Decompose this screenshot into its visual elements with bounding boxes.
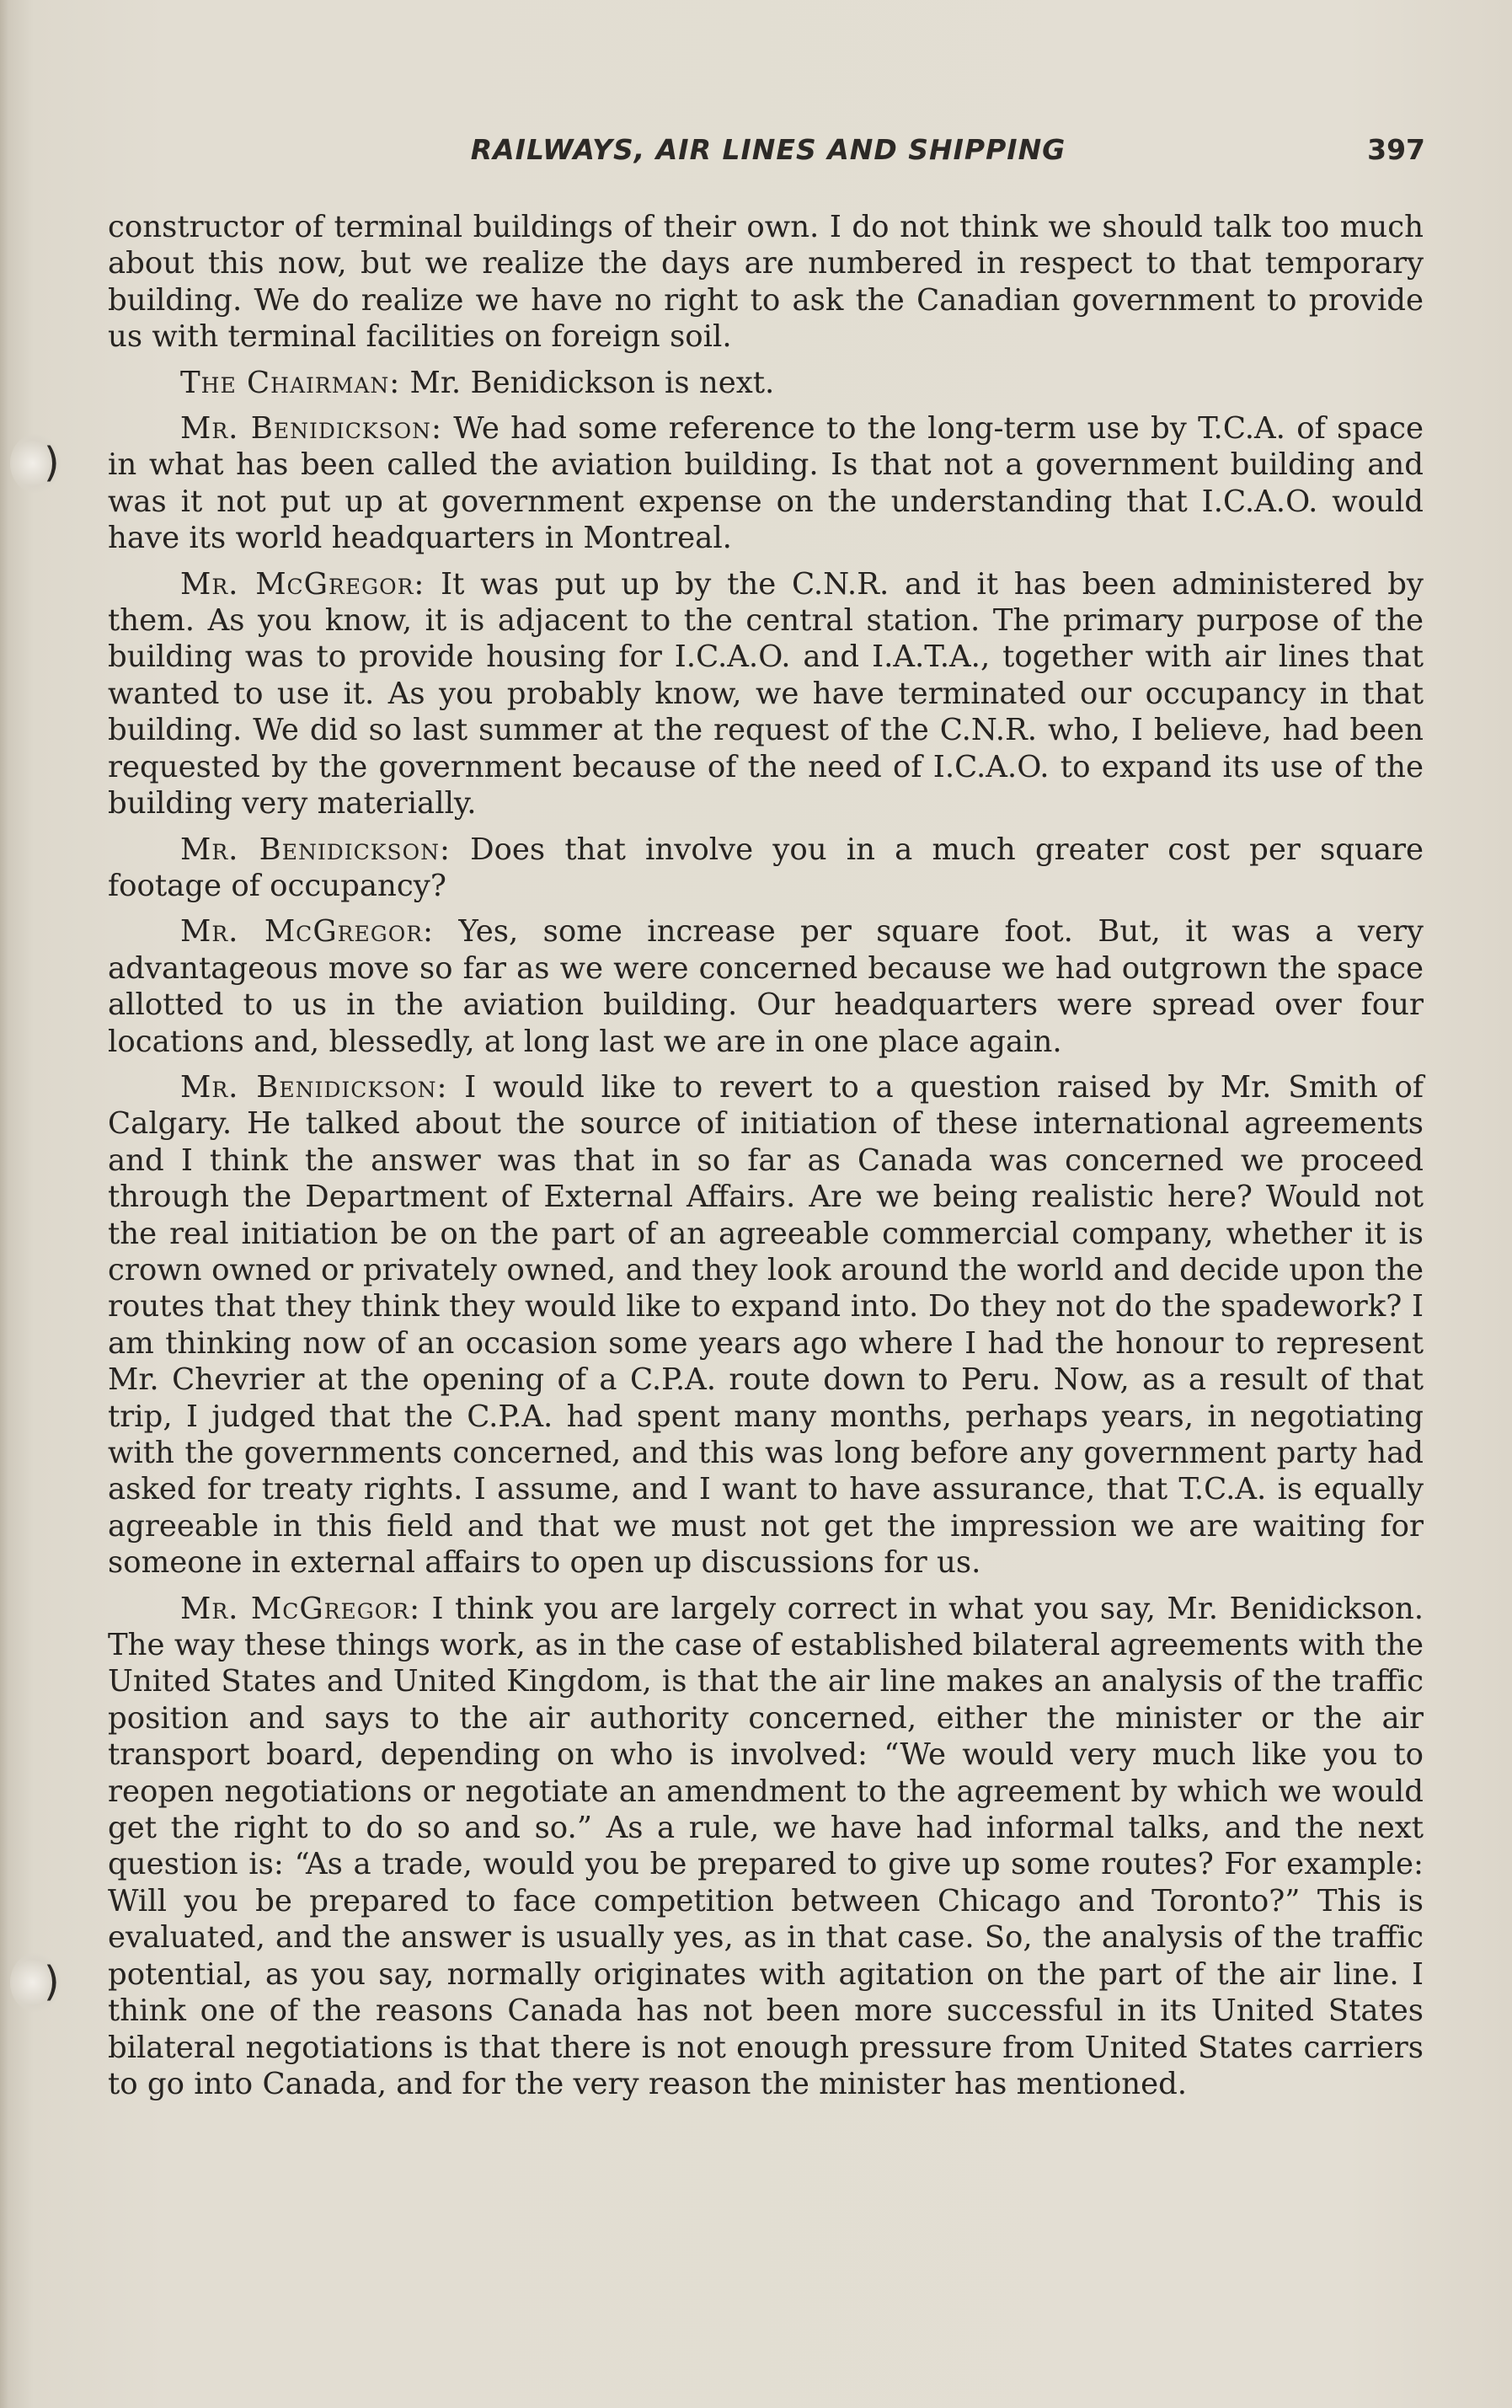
- speaker-label: Mr. McGregor:: [180, 1591, 421, 1626]
- paragraph-text: Yes, some increase per square foot. But, it was a very advantageous move so far as we were concerned because we had outgrown the space allotted to us in the aviation building. Our headquarters were spread over four locations and, blessedly, at long last we are in one place again.: [108, 914, 1424, 1059]
- paragraph-text: I would like to revert to a question raised by Mr. Smith of Calgary. He talked about the source of initiation of these international agreements and I think the answer was that in so far as Canada was concerned we proceed through the Department of External Affairs. Are we being realistic here? Would not the real initiation be on the part of an agreeable commercial company, whether it is crown owned or privately owned, and they look around the world and decide upon the routes that they think they would like to expand into. Do they not do the spadework? I am thinking now of an occasion some years ago where I had the honour to represent Mr. Chevrier at the opening of a C.P.A. route down to Peru. Now, as a result of that trip, I judged that the C.P.A. had spent many months, perhaps years, in negotiating with the governments concerned, and this was long before any government party had asked for treaty rights. I assume, and I want to have assurance, that T.C.A. is equally agreeable in this field and that we must not get the impression we are waiting for someone in external affairs to open up discussions for us.: [108, 1069, 1424, 1581]
- binding-mark: ): [44, 1958, 60, 2005]
- running-title: RAILWAYS, AIR LINES AND SHIPPING: [470, 133, 1066, 166]
- paragraph-text: Mr. Benidickson is next.: [400, 365, 775, 400]
- paragraph: [108, 913, 1424, 1060]
- paragraph: [108, 1069, 1424, 1581]
- paragraph-text: It was put up by the C.N.R. and it has been administered by them. As you know, it is adjacent to the central station. The primary purpose of the building was to provide housing for I.C.A.O. and I.A.T.A., together with air lines that wanted to use it. As you probably know, we have terminated our occupancy in that building. We did so last summer at the request of the C.N.R. who, I believe, had been requested by the government because of the need of I.C.A.O. to expand its use of the building very materially.: [108, 566, 1424, 821]
- paragraph-text: constructor of terminal buildings of their own. I do not think we should talk too much about this now, but we realize the days are numbered in respect to that temporary building. We do realize we have no right to ask the Canadian government to provide us with terminal facilities on foreign soil.: [108, 210, 1424, 355]
- paragraph: [108, 209, 1424, 356]
- binding-hole: [10, 434, 61, 493]
- speaker-label: Mr. Benidickson:: [180, 411, 443, 447]
- binding-mark: ): [44, 439, 60, 486]
- paragraph: [108, 832, 1424, 905]
- speaker-label: Mr. McGregor:: [180, 914, 434, 950]
- paragraph: [108, 1591, 1424, 2103]
- paragraph: [108, 410, 1424, 557]
- binding-hole: [10, 1953, 61, 2012]
- speaker-label: The Chairman:: [180, 365, 401, 400]
- paragraph: [108, 365, 1424, 401]
- paragraph-text: Does that involve you in a much greater cost per square footage of occupancy?: [108, 832, 1424, 903]
- speaker-label: Mr. Benidickson:: [180, 832, 451, 867]
- speaker-label: Mr. Benidickson:: [180, 1069, 448, 1105]
- transcript-body: [108, 209, 1424, 2111]
- page-number: 397: [1367, 133, 1425, 166]
- page-header: [111, 133, 1425, 174]
- paragraph: [108, 566, 1424, 822]
- speaker-label: Mr. McGregor:: [180, 566, 425, 602]
- paragraph-text: We had some reference to the long-term use by T.C.A. of space in what has been called the aviation building. Is that not a government building and was it not put up at government expense on the understanding that I.C.A.O. would have its world headquarters in Montreal.: [108, 411, 1424, 556]
- paragraph-text: I think you are largely correct in what you say, Mr. Benidickson. The way these things work, as in the case of established bilateral agreements with the United States and United Kingdom, is that the air line makes an analysis of the traffic position and says to the air authority concerned, either the minister or the air transport board, depending on who is involved: “We would very much like you to reopen negotiations or negotiate an amendment to the agreement by which we would get the right to do so and so.” As a rule, we have had informal talks, and the next question is: “As a trade, would you be prepared to give up some routes? For example: Will you be prepared to face competition between Chicago and Toronto?” This is evaluated, and the answer is usually yes, as in that case. So, the analysis of the traffic potential, as you say, normally originates with agitation on the part of the air line. I think one of the reasons Canada has not been more successful in its United States bilateral negotiations is that there is not enough pressure from United States carriers to go into Canada, and for the very reason the minister has mentioned.: [108, 1591, 1424, 2101]
